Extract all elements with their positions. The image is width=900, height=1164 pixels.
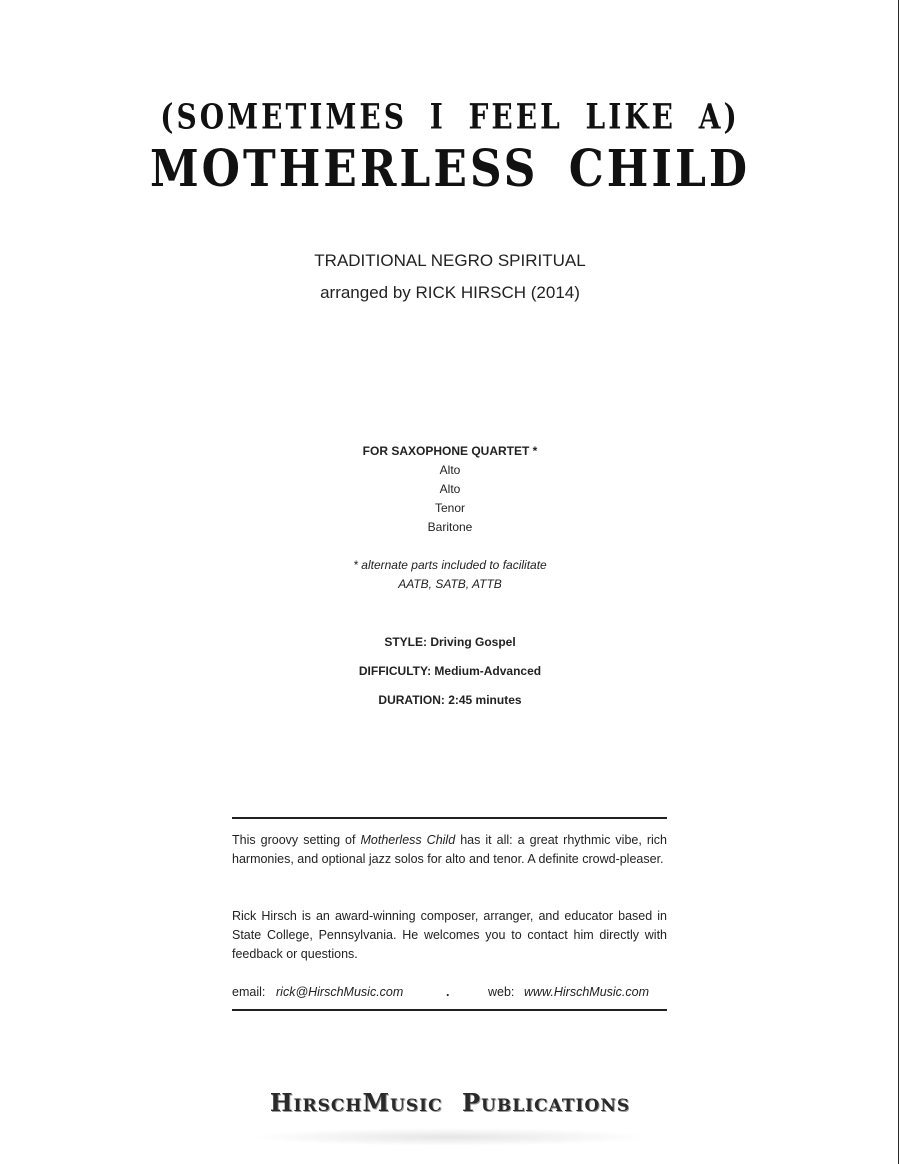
web-label: web: <box>488 985 515 999</box>
publisher-logo: HirschMusic Publications <box>269 1088 631 1117</box>
contact-separator: . <box>446 985 450 999</box>
difficulty-info: DIFFICULTY: Medium-Advanced <box>358 664 542 678</box>
part-alto-2: Alto <box>439 482 461 496</box>
description-bottom-rule <box>232 1009 667 1011</box>
publisher-logo-shadow <box>250 1128 650 1146</box>
part-alto-1: Alto <box>439 463 461 477</box>
email-link[interactable]: rick@HirschMusic.com <box>276 985 404 999</box>
part-tenor: Tenor <box>434 501 466 515</box>
description-paragraph-2: Rick Hirsch is an award-winning composer, arranger, and educator based in State College, Pennsylvania. He welcomes you to contact him directly with feedback or questions. <box>232 909 667 961</box>
part-baritone: Baritone <box>427 520 473 534</box>
alternate-parts-list: AATB, SATB, ATTB <box>398 577 502 591</box>
duration-info: DURATION: 2:45 minutes <box>378 693 522 707</box>
style-info: STYLE: Driving Gospel <box>384 635 516 649</box>
description-text: has it all: a great rhythmic vibe, rich harmonies, and optional jazz solos for alto and tenor. A definite crowd-pleaser. <box>232 833 668 866</box>
origin-subtitle: TRADITIONAL NEGRO SPIRITUAL <box>314 251 586 270</box>
email-label: email: <box>232 985 266 999</box>
page-title: MOTHERLESS CHILD <box>149 140 751 199</box>
description-text: This groovy setting of <box>232 833 361 847</box>
description-top-rule <box>232 817 667 819</box>
alternate-parts-note: * alternate parts included to facilitate <box>353 558 547 572</box>
description-paragraph-1 <box>232 831 667 869</box>
instrumentation-heading: FOR SAXOPHONE QUARTET * <box>362 444 538 458</box>
piece-title-italic: Motherless Child <box>360 833 456 847</box>
arranger-subtitle: arranged by RICK HIRSCH (2014) <box>320 283 580 302</box>
website-link[interactable]: www.HirschMusic.com <box>524 985 650 999</box>
title-prefix: (SOMETIMES I FEEL LIKE A) <box>160 96 740 138</box>
